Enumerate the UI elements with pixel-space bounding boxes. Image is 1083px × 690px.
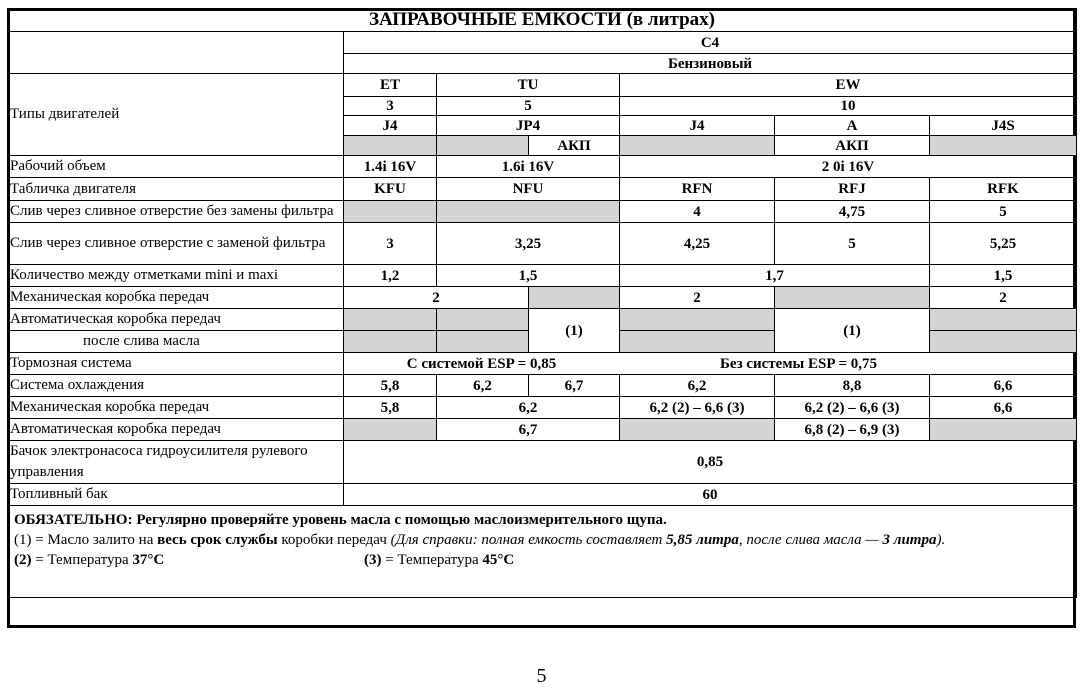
- row-label-displacement: Рабочий объем: [8, 156, 344, 178]
- row-label-drain-filter: Слив через сливное отверстие с заменой фильтра: [8, 223, 344, 265]
- drain-filter-tu: 3,25: [437, 223, 620, 265]
- auto-gearbox2-rfj: 6,8 (2) – 6,9 (3): [775, 419, 930, 441]
- note-2-3: (2) = Температура 37°C (3) = Температура 45°C: [14, 552, 515, 568]
- shaded-cell: [930, 331, 1077, 353]
- row-label-min-max: Количество между отметками mini и maxi: [8, 265, 344, 287]
- min-max-rfk: 1,5: [930, 265, 1077, 287]
- brake-with-esp: С системой ESP = 0,85: [344, 353, 620, 375]
- drain-no-filter-rfk: 5: [930, 201, 1077, 223]
- plate-rfj: RFJ: [775, 178, 930, 201]
- manual-gearbox-et-tu: 2: [344, 287, 529, 309]
- row-label-auto-gearbox-2: Автоматическая коробка передач: [8, 419, 344, 441]
- cooling-rfk: 6,6: [930, 375, 1077, 397]
- row-label-power-steering: Бачок электронасоса гидроусилителя рулевого управления: [8, 441, 344, 484]
- power-steering-value: 0,85: [344, 441, 1077, 484]
- shaded-cell: [930, 309, 1077, 331]
- manual-gearbox2-tu: 6,2: [437, 397, 620, 419]
- fuel-header: Бензиновый: [344, 54, 1077, 74]
- family-tu: TU: [437, 74, 620, 97]
- capacities-table: [7, 8, 1077, 598]
- auto-gearbox-ew: (1): [775, 309, 930, 353]
- drain-filter-rfk: 5,25: [930, 223, 1077, 265]
- shaded-cell: [344, 309, 437, 331]
- shaded-cell: [620, 419, 775, 441]
- notes-block: [8, 506, 1077, 598]
- brake-without-esp: Без системы ESP = 0,75: [620, 353, 1077, 375]
- displacement-ew: 2 0i 16V: [620, 156, 1077, 178]
- min-max-tu: 1,5: [437, 265, 620, 287]
- manual-gearbox2-rfk: 6,6: [930, 397, 1077, 419]
- manual-gearbox-rfn: 2: [620, 287, 775, 309]
- auto-label-ew: АКП: [775, 136, 930, 156]
- engine-types-label: Типы двигателей: [8, 74, 344, 156]
- shaded-cell: [930, 136, 1077, 156]
- row-label-fuel-tank: Топливный бак: [8, 484, 344, 506]
- cooling-et: 5,8: [344, 375, 437, 397]
- shaded-cell: [437, 331, 529, 353]
- drain-filter-rfj: 5: [775, 223, 930, 265]
- plate-rfk: RFK: [930, 178, 1077, 201]
- shaded-cell: [344, 419, 437, 441]
- gearbox-ew-j4s: J4S: [930, 116, 1077, 136]
- gearbox-et: J4: [344, 116, 437, 136]
- note-1: (1) = Масло залито на весь срок службы коробки передач (Для справки: полная емкость составляет 5,85 литра, после слива масла — 3 литра).: [14, 532, 946, 548]
- manual-gearbox2-rfj: 6,2 (2) – 6,6 (3): [775, 397, 930, 419]
- displacement-tu: 1.6i 16V: [437, 156, 620, 178]
- shaded-cell: [344, 201, 437, 223]
- drain-no-filter-rfj: 4,75: [775, 201, 930, 223]
- row-label-brake: Тормозная система: [8, 353, 344, 375]
- auto-gearbox2-tu: 6,7: [437, 419, 620, 441]
- shaded-cell: [437, 136, 529, 156]
- shaded-cell: [437, 309, 529, 331]
- plate-et: KFU: [344, 178, 437, 201]
- shaded-cell: [344, 331, 437, 353]
- shaded-cell: [620, 309, 775, 331]
- cooling-rfn: 6,2: [620, 375, 775, 397]
- row-label-cooling: Система охлаждения: [8, 375, 344, 397]
- manual-gearbox2-et: 5,8: [344, 397, 437, 419]
- cooling-rfj: 8,8: [775, 375, 930, 397]
- gearbox-ew-j4: J4: [620, 116, 775, 136]
- manual-gearbox-rfk: 2: [930, 287, 1077, 309]
- fuel-tank-value: 60: [344, 484, 1077, 506]
- table-title: ЗАПРАВОЧНЫЕ ЕМКОСТИ (в литрах): [8, 9, 1077, 32]
- row-label-auto-gearbox: Автоматическая коробка передач: [8, 309, 344, 331]
- row-label-manual-gearbox-2: Механическая коробка передач: [8, 397, 344, 419]
- note-mandatory: ОБЯЗАТЕЛЬНО: Регулярно проверяйте уровень масла с помощью маслоизмерительного щупа.: [14, 512, 667, 528]
- row-label-drain-no-filter: Слив через сливное отверстие без замены фильтра: [8, 201, 344, 223]
- page-number: 5: [536, 665, 547, 687]
- shaded-cell: [620, 136, 775, 156]
- shaded-cell: [344, 136, 437, 156]
- shaded-cell: [620, 331, 775, 353]
- model-header: C4: [344, 32, 1077, 54]
- shaded-cell: [529, 287, 620, 309]
- min-max-et: 1,2: [344, 265, 437, 287]
- drain-filter-et: 3: [344, 223, 437, 265]
- auto-gearbox-tu: (1): [529, 309, 620, 353]
- shaded-cell: [930, 419, 1077, 441]
- manual-gearbox2-rfn: 6,2 (2) – 6,6 (3): [620, 397, 775, 419]
- min-max-ew: 1,7: [620, 265, 930, 287]
- family-et: ET: [344, 74, 437, 97]
- displacement-et: 1.4i 16V: [344, 156, 437, 178]
- blank-cell: [8, 32, 344, 74]
- shaded-cell: [775, 287, 930, 309]
- code-et: 3: [344, 97, 437, 116]
- gearbox-tu: JP4: [437, 116, 620, 136]
- cooling-tu-manual: 6,2: [437, 375, 529, 397]
- drain-filter-rfn: 4,25: [620, 223, 775, 265]
- plate-rfn: RFN: [620, 178, 775, 201]
- row-label-after-drain: после слива масла: [8, 331, 344, 353]
- plate-tu: NFU: [437, 178, 620, 201]
- row-label-plate: Табличка двигателя: [8, 178, 344, 201]
- auto-label-tu: АКП: [529, 136, 620, 156]
- family-ew: EW: [620, 74, 1077, 97]
- cooling-tu-auto: 6,7: [529, 375, 620, 397]
- row-label-manual-gearbox: Механическая коробка передач: [8, 287, 344, 309]
- shaded-cell: [437, 201, 620, 223]
- code-tu: 5: [437, 97, 620, 116]
- code-ew: 10: [620, 97, 1077, 116]
- gearbox-ew-a: A: [775, 116, 930, 136]
- drain-no-filter-rfn: 4: [620, 201, 775, 223]
